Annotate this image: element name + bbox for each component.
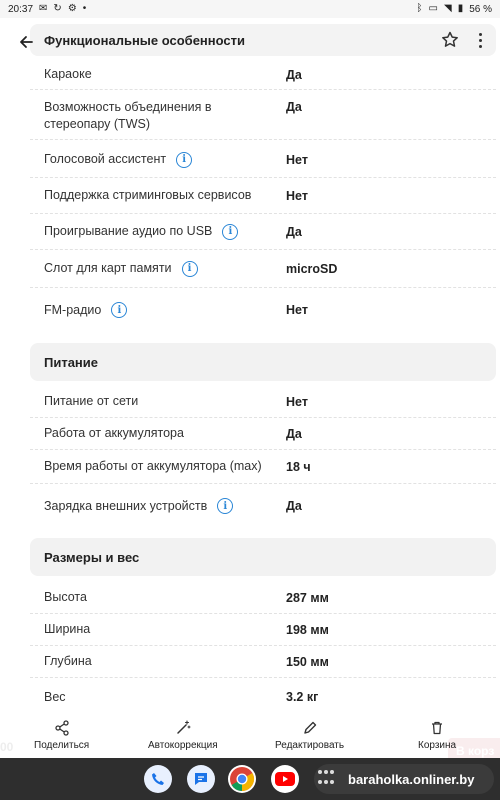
spec-label <box>30 151 286 168</box>
spec-value: Нет <box>286 152 308 167</box>
browser-url-pill[interactable] <box>314 764 494 794</box>
status-time: 20:37 <box>8 3 34 15</box>
favorite-button[interactable] <box>440 30 460 50</box>
spec-value: 150 мм <box>286 654 329 669</box>
phone-icon <box>150 771 166 787</box>
taskbar-dock <box>0 758 500 800</box>
dot-icon <box>479 39 482 42</box>
mail-icon: ✉ <box>39 3 48 14</box>
spec-value: Да <box>286 67 302 82</box>
back-button[interactable] <box>4 20 48 64</box>
spec-label <box>30 66 286 83</box>
wifi-icon: ◥ <box>443 3 452 14</box>
phone-app-button[interactable] <box>144 765 172 793</box>
trash-label: Корзина <box>418 740 457 751</box>
page-title: Функциональные особенности <box>44 32 245 48</box>
spec-label <box>30 187 286 204</box>
message-icon <box>192 770 210 788</box>
trash-icon <box>429 720 445 736</box>
spec-value: 198 мм <box>286 622 329 637</box>
info-icon[interactable]: i <box>111 302 127 318</box>
spec-value: Да <box>286 100 302 114</box>
spec-label-text: Зарядка внешних устройств <box>44 498 208 513</box>
dot-icon <box>330 780 334 784</box>
spec-row <box>30 614 496 646</box>
spec-label-text: Голосовой ассистент <box>44 152 167 166</box>
spec-value: 287 мм <box>286 590 329 605</box>
edit-label: Редактировать <box>275 740 345 751</box>
share-icon <box>54 720 70 736</box>
more-options-button[interactable] <box>470 28 490 52</box>
dot-icon <box>479 33 482 36</box>
spec-label <box>30 260 286 277</box>
spec-label <box>30 498 286 515</box>
dot-icon <box>479 45 482 48</box>
spec-label-text: Время работы от аккумулятора (max) <box>44 459 262 473</box>
spec-label <box>30 223 286 240</box>
spec-value: Нет <box>286 394 308 409</box>
spec-row <box>30 60 496 90</box>
spec-row <box>30 450 496 484</box>
spec-label <box>30 621 286 638</box>
spec-label-text: Высота <box>44 590 87 604</box>
section-header-dimensions: Размеры и вес <box>30 538 496 576</box>
info-icon[interactable]: i <box>182 261 198 277</box>
dot-icon <box>330 770 334 774</box>
spec-label-text: Работа от аккумулятора <box>44 426 184 440</box>
autocorrect-button[interactable] <box>148 720 218 751</box>
spec-value: microSD <box>286 261 338 276</box>
bluetooth-icon: ᛒ <box>416 3 423 14</box>
spec-label-text: Поддержка стриминговых сервисов <box>44 188 252 202</box>
screenshot-action-bar <box>0 716 500 758</box>
spec-row <box>30 142 496 178</box>
sync-icon: ↻ <box>53 3 62 14</box>
spec-label <box>30 425 286 442</box>
spec-value: Да <box>286 499 302 513</box>
star-icon <box>440 30 460 50</box>
info-icon[interactable]: i <box>176 152 192 168</box>
battery-level: 56 % <box>469 3 492 15</box>
dot-icon: • <box>82 3 87 14</box>
magic-wand-icon <box>175 720 191 736</box>
spec-label-text: Вес <box>44 689 66 704</box>
pencil-icon <box>302 720 318 736</box>
section-header-power: Питание <box>30 343 496 381</box>
dot-icon <box>324 770 328 774</box>
dot-icon <box>318 770 322 774</box>
spec-row <box>30 486 496 526</box>
spec-label <box>30 589 286 606</box>
spec-row <box>30 386 496 418</box>
spec-label <box>30 458 286 475</box>
spec-label-text: Ширина <box>44 622 91 636</box>
app-drawer-icon[interactable] <box>318 770 336 788</box>
url-text: baraholka.onliner.by <box>348 771 475 787</box>
spec-label-text: Слот для карт памяти <box>44 261 172 275</box>
youtube-app-button[interactable] <box>271 765 299 793</box>
dot-icon <box>318 780 322 784</box>
spec-row <box>30 646 496 678</box>
spec-label-text: Возможность объединения в стереопару (TWS) <box>44 99 212 131</box>
chrome-app-button[interactable] <box>228 765 256 793</box>
battery-icon: ▮ <box>457 3 464 14</box>
arrow-left-icon <box>18 34 34 50</box>
edit-button[interactable] <box>275 720 344 751</box>
spec-row <box>30 178 496 214</box>
spec-row <box>30 214 496 250</box>
app-bar <box>0 18 500 66</box>
spec-value: Нет <box>286 303 308 317</box>
status-bar <box>0 0 500 18</box>
spec-row <box>30 680 496 714</box>
title-container <box>30 24 496 56</box>
spec-label-text: Караоке <box>44 67 92 81</box>
specs-content <box>0 60 500 740</box>
notification-icon: ⚙ <box>67 3 77 14</box>
spec-label <box>30 653 286 670</box>
spec-row <box>30 250 496 288</box>
spec-row <box>30 290 496 330</box>
share-label: Поделиться <box>34 740 90 751</box>
spec-value: Да <box>286 426 302 441</box>
dot-icon <box>324 780 328 784</box>
spec-label-text: Питание от сети <box>44 394 139 408</box>
autocorrect-label: Автокоррекция <box>148 740 218 751</box>
spec-value: 18 ч <box>286 459 311 474</box>
spec-label-text: FM-радио <box>44 302 102 317</box>
spec-label <box>30 689 286 706</box>
messages-app-button[interactable] <box>187 765 215 793</box>
spec-label-text: Глубина <box>44 654 92 668</box>
spec-label <box>30 393 286 410</box>
sim-icon: ▭ <box>428 3 438 14</box>
spec-label-text: Проигрывание аудио по USB <box>44 224 213 238</box>
share-button[interactable] <box>34 720 89 751</box>
info-icon[interactable]: i <box>222 224 238 240</box>
spec-value: Да <box>286 224 302 239</box>
spec-row <box>30 92 496 140</box>
spec-row <box>30 582 496 614</box>
spec-value: 3.2 кг <box>286 690 319 704</box>
chrome-icon <box>229 766 255 792</box>
trash-button[interactable] <box>418 720 456 751</box>
spec-value: Нет <box>286 188 308 203</box>
spec-label <box>30 99 286 133</box>
youtube-icon <box>275 772 295 786</box>
spec-row <box>30 418 496 450</box>
spec-label <box>30 302 286 319</box>
info-icon[interactable]: i <box>217 498 233 514</box>
